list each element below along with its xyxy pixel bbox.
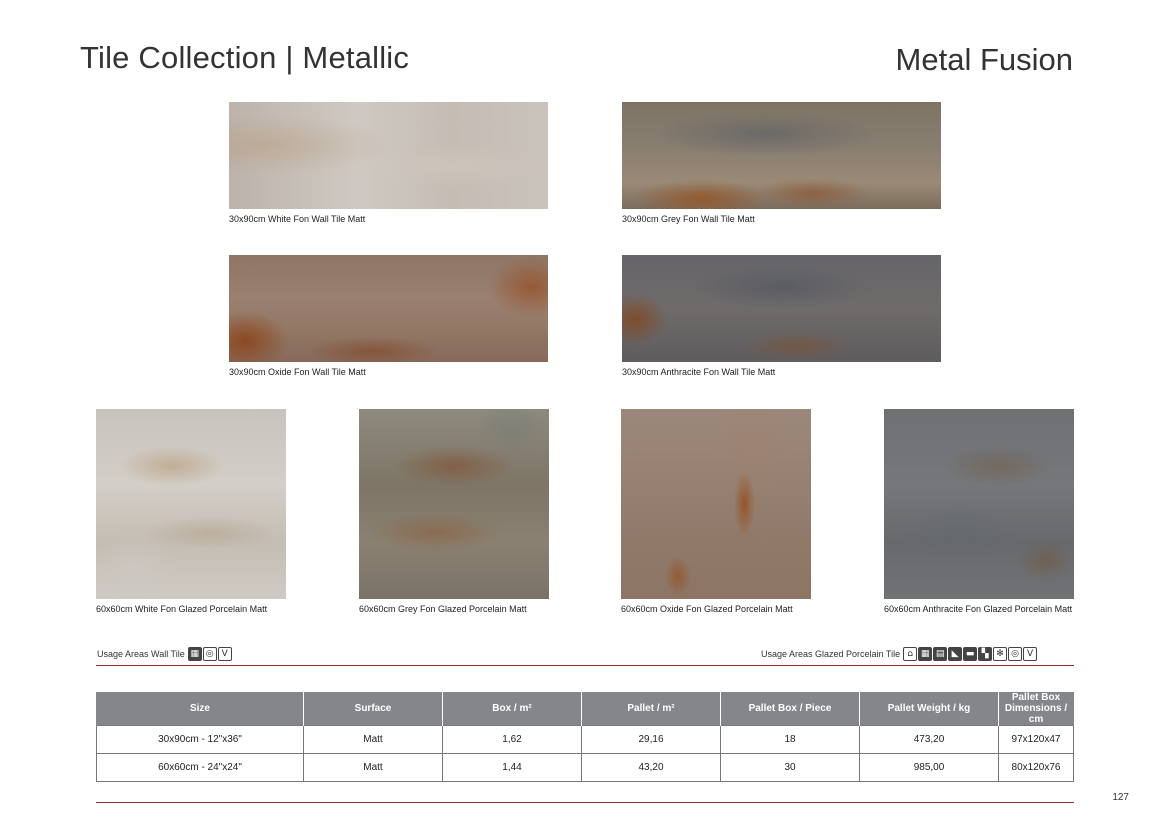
tile-caption: 60x60cm Oxide Fon Glazed Porcelain Matt bbox=[621, 604, 793, 614]
usage-label: Usage Areas Wall Tile bbox=[97, 649, 185, 659]
usage-areas-porcelain bbox=[761, 647, 1037, 661]
column-header: Pallet Box Dimensions / cm bbox=[999, 692, 1074, 726]
column-header: Pallet Weight / kg bbox=[860, 692, 999, 726]
table-row bbox=[97, 726, 1074, 754]
pool-icon: ▬ bbox=[963, 647, 977, 661]
tile-caption: 30x90cm Anthracite Fon Wall Tile Matt bbox=[622, 367, 776, 377]
wall-usage-icon: V bbox=[1023, 647, 1037, 661]
table-cell: 1,62 bbox=[443, 726, 582, 754]
tile-image-oxide-wall bbox=[229, 255, 548, 362]
column-header: Pallet / m² bbox=[582, 692, 721, 726]
table-cell: 1,44 bbox=[443, 754, 582, 782]
column-header: Pallet Box / Piece bbox=[721, 692, 860, 726]
tile-image-grey-porcelain bbox=[359, 409, 549, 599]
tile-caption: 30x90cm Grey Fon Wall Tile Matt bbox=[622, 214, 755, 224]
divider-bottom bbox=[96, 802, 1074, 803]
table-cell: 29,16 bbox=[582, 726, 721, 754]
table-cell: 18 bbox=[721, 726, 860, 754]
column-header: Size bbox=[97, 692, 304, 726]
spec-table bbox=[96, 692, 1074, 782]
tile-image-white-wall bbox=[229, 102, 548, 209]
kitchen-icon: ▤ bbox=[933, 647, 947, 661]
tile-image-anthracite-porcelain bbox=[884, 409, 1074, 599]
table-cell: 60x60cm - 24"x24" bbox=[97, 754, 304, 782]
table-cell: 473,20 bbox=[860, 726, 999, 754]
page-title: Tile Collection | Metallic bbox=[80, 40, 410, 75]
bathroom-icon: ▦ bbox=[188, 647, 202, 661]
divider-top bbox=[96, 665, 1074, 666]
kitchen-icon: ◎ bbox=[203, 647, 217, 661]
table-header-row bbox=[97, 692, 1074, 726]
table-cell: 985,00 bbox=[860, 754, 999, 782]
usage-areas-wall bbox=[97, 647, 232, 661]
table-cell: 30x90cm - 12"x36" bbox=[97, 726, 304, 754]
stairs-icon: ◣ bbox=[948, 647, 962, 661]
tile-image-white-porcelain bbox=[96, 409, 286, 599]
frost-icon: ✻ bbox=[993, 647, 1007, 661]
tile-caption: 30x90cm Oxide Fon Wall Tile Matt bbox=[229, 367, 366, 377]
tile-image-anthracite-wall bbox=[622, 255, 941, 362]
table-cell: 30 bbox=[721, 754, 860, 782]
series-title: Metal Fusion bbox=[895, 42, 1073, 77]
table-cell: Matt bbox=[304, 726, 443, 754]
bathroom-icon: ▦ bbox=[918, 647, 932, 661]
commercial-icon: ◎ bbox=[1008, 647, 1022, 661]
column-header: Box / m² bbox=[443, 692, 582, 726]
tile-caption: 60x60cm Grey Fon Glazed Porcelain Matt bbox=[359, 604, 527, 614]
table-cell: 97x120x47 bbox=[999, 726, 1074, 754]
wall-usage-icon: V bbox=[218, 647, 232, 661]
tile-caption: 60x60cm White Fon Glazed Porcelain Matt bbox=[96, 604, 268, 614]
table-cell: 43,20 bbox=[582, 754, 721, 782]
table-row bbox=[97, 754, 1074, 782]
table-cell: Matt bbox=[304, 754, 443, 782]
page-number: 127 bbox=[1112, 792, 1129, 803]
terrace-icon: ▚ bbox=[978, 647, 992, 661]
house-icon: ⌂ bbox=[903, 647, 917, 661]
tile-image-oxide-porcelain bbox=[621, 409, 811, 599]
tile-caption: 30x90cm White Fon Wall Tile Matt bbox=[229, 214, 366, 224]
tile-caption: 60x60cm Anthracite Fon Glazed Porcelain Matt bbox=[884, 604, 1073, 614]
usage-label: Usage Areas Glazed Porcelain Tile bbox=[761, 649, 901, 659]
table-cell: 80x120x76 bbox=[999, 754, 1074, 782]
column-header: Surface bbox=[304, 692, 443, 726]
tile-image-grey-wall bbox=[622, 102, 941, 209]
